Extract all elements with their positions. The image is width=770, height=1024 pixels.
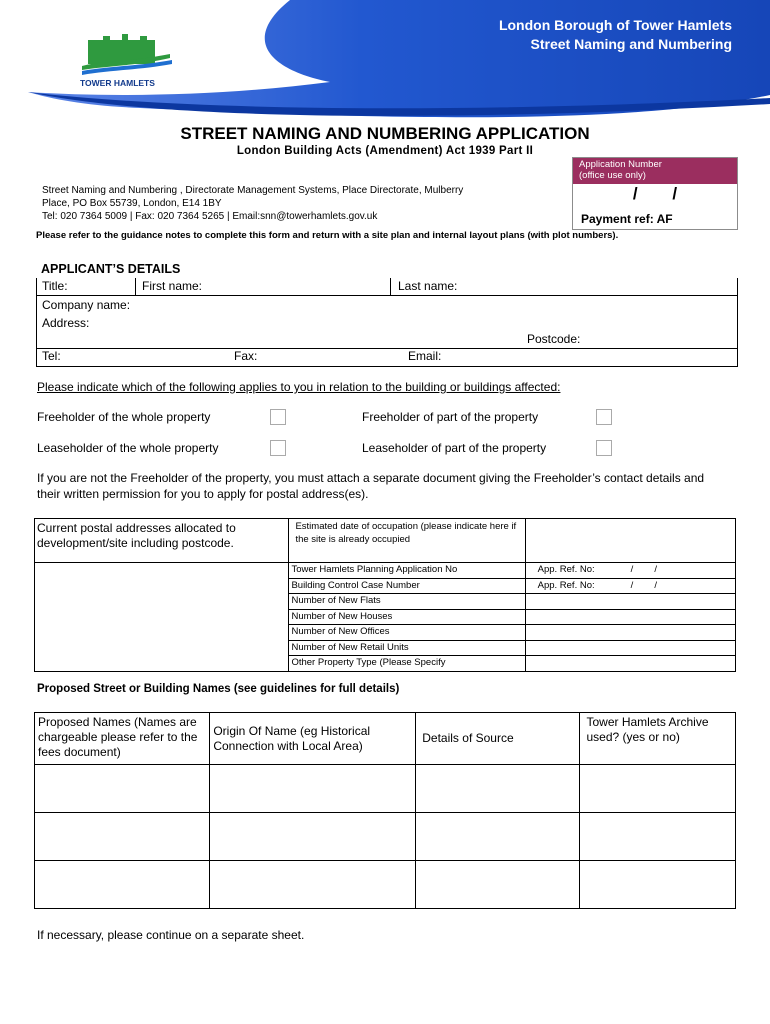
new-houses-label: Number of New Houses — [289, 609, 525, 625]
application-number-label: Application Number — [579, 159, 662, 170]
current-addresses-input[interactable] — [35, 563, 289, 672]
app-ref-slashes: / / — [630, 579, 658, 591]
name-cell[interactable] — [35, 861, 210, 909]
page-subtitle: London Building Acts (Amendment) Act 1939 Part II — [236, 145, 534, 157]
applicant-details-box — [36, 278, 738, 367]
app-ref-label: App. Ref. No: — [537, 579, 595, 591]
company-name-field[interactable]: Company name: — [42, 298, 131, 312]
app-ref-slashes: / / — [630, 564, 658, 575]
archive-cell[interactable] — [580, 861, 736, 909]
archive-cell[interactable] — [580, 765, 736, 813]
freeholder-note: If you are not the Freeholder of the property, you must attach a separate document giving the Freeholder’s contact details and their written permission for you to apply for postal address(es). — [37, 471, 705, 501]
new-offices-input[interactable] — [525, 625, 735, 641]
leaseholder-whole-checkbox[interactable] — [270, 440, 286, 456]
applicant-heading: APPLICANT’S DETAILS — [41, 262, 181, 276]
freeholder-whole-label: Freeholder of the whole property — [37, 410, 211, 424]
new-houses-input[interactable] — [525, 609, 735, 625]
source-cell[interactable] — [416, 813, 580, 861]
office-use-header — [573, 158, 737, 184]
occupation-date-input[interactable] — [525, 519, 735, 563]
org-name: London Borough of Tower Hamlets — [498, 17, 732, 33]
leaseholder-part-label: Leaseholder of part of the property — [362, 441, 547, 455]
address-field[interactable]: Address: — [42, 316, 90, 330]
col-proposed-names: Proposed Names (Names are chargeable please refer to the fees document) — [35, 713, 210, 765]
app-ref-label: App. Ref. No: — [537, 564, 595, 575]
origin-cell[interactable] — [210, 861, 416, 909]
source-cell[interactable] — [416, 765, 580, 813]
title-field[interactable]: Title: — [42, 279, 68, 293]
col-details-of-source: Details of Source — [416, 713, 580, 765]
building-control-input[interactable] — [525, 578, 735, 594]
addresses-table — [34, 518, 736, 672]
proposed-names-table — [34, 712, 736, 909]
new-flats-label: Number of New Flats — [289, 594, 525, 610]
other-property-input[interactable] — [525, 656, 735, 672]
name-cell[interactable] — [35, 813, 210, 861]
page-title: STREET NAMING AND NUMBERING APPLICATION — [180, 124, 590, 143]
origin-cell[interactable] — [210, 765, 416, 813]
source-cell[interactable] — [416, 861, 580, 909]
new-flats-input[interactable] — [525, 594, 735, 610]
ownership-prompt: Please indicate which of the following applies to you in relation to the building or buildings affected: — [37, 380, 561, 394]
first-name-field[interactable]: First name: — [142, 279, 203, 293]
freeholder-part-label: Freeholder of part of the property — [362, 410, 539, 424]
tower-hamlets-logo — [82, 34, 172, 75]
contact-line-3: Tel: 020 7364 5009 | Fax: 020 7364 5265 | Email:snn@towerhamlets.gov.uk — [42, 211, 378, 222]
origin-cell[interactable] — [210, 813, 416, 861]
department-name: Street Naming and Numbering — [530, 36, 732, 52]
col-origin-of-name: Origin Of Name (eg Historical Connection with Local Area) — [210, 713, 416, 765]
contact-line-2: Place, PO Box 55739, London, E14 1BY — [42, 198, 222, 209]
col-archive-used: Tower Hamlets Archive used? (yes or no) — [580, 713, 736, 765]
new-retail-label: Number of New Retail Units — [289, 640, 525, 656]
payment-ref: Payment ref: AF — [581, 212, 673, 226]
freeholder-whole-checkbox[interactable] — [270, 409, 286, 425]
building-control-label: Building Control Case Number — [289, 578, 525, 594]
office-use-only-label: (office use only) — [579, 170, 646, 181]
tel-field[interactable]: Tel: — [42, 349, 61, 363]
fax-field[interactable]: Fax: — [234, 349, 258, 363]
freeholder-part-checkbox[interactable] — [596, 409, 612, 425]
new-offices-label: Number of New Offices — [289, 625, 525, 641]
other-property-label: Other Property Type (Please Specify — [289, 656, 525, 672]
new-retail-input[interactable] — [525, 640, 735, 656]
office-use-box — [572, 157, 738, 230]
proposed-names-heading: Proposed Street or Building Names (see guidelines for full details) — [37, 683, 400, 695]
email-field[interactable]: Email: — [408, 349, 442, 363]
logo-text: TOWER HAMLETS — [80, 78, 155, 88]
application-number-field[interactable]: / / — [632, 184, 678, 203]
last-name-field[interactable]: Last name: — [398, 279, 458, 293]
planning-app-label: Tower Hamlets Planning Application No — [289, 563, 525, 579]
current-addresses-label: Current postal addresses allocated to development/site including postcode. — [35, 519, 289, 563]
planning-app-input[interactable] — [525, 563, 735, 579]
guidance-note: Please refer to the guidance notes to complete this form and return with a site plan and internal layout plans (with plot numbers). — [36, 230, 619, 241]
leaseholder-part-checkbox[interactable] — [596, 440, 612, 456]
archive-cell[interactable] — [580, 813, 736, 861]
continue-note: If necessary, please continue on a separate sheet. — [37, 928, 305, 942]
contact-line-1: Street Naming and Numbering , Directorate Management Systems, Place Directorate, Mulberry — [42, 185, 464, 196]
name-cell[interactable] — [35, 765, 210, 813]
occupation-date-label: Estimated date of occupation (please indicate here if the site is already occupied — [289, 519, 525, 563]
postcode-field[interactable]: Postcode: — [527, 332, 581, 346]
leaseholder-whole-label: Leaseholder of the whole property — [37, 441, 219, 455]
